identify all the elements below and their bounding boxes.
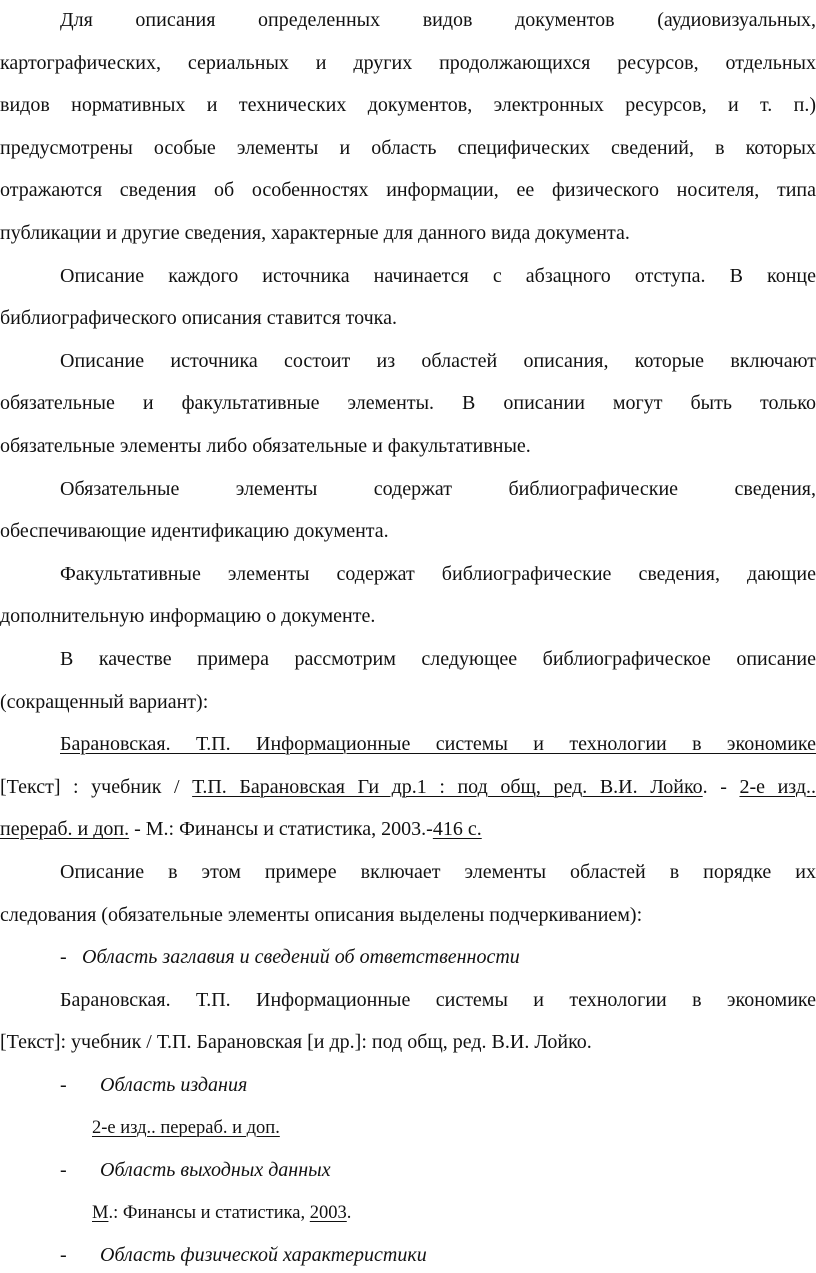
text-line: Описание в этом примере включает элементы областей в порядке их — [60, 861, 816, 883]
example-line-1: Барановская. Т.П. Информационные системы и технологии в экономике — [60, 733, 816, 756]
area-edition: - Область издания — [60, 1074, 248, 1096]
text-line: предусмотрены особые элементы и область специфических сведений, в которых — [0, 136, 816, 159]
example-line-3: перераб. и доп. - М.: Финансы и статистика, 2003.-416 с. — [0, 818, 482, 841]
text-line: отражаются сведения об особенностях информации, ее физического носителя, типа — [0, 179, 816, 202]
text-line: видов нормативных и технических документов, электронных ресурсов, и т. п.) — [0, 94, 816, 117]
text-line: обеспечивающие идентификацию документа. — [0, 520, 389, 543]
area-output: - Область выходных данных — [60, 1159, 331, 1182]
text-line: картографических, сериальных и других продолжающихся ресурсов, отдельных — [0, 51, 816, 74]
area-title-line-1: Барановская. Т.П. Информационные системы и технологии в экономике — [60, 988, 816, 1011]
text-line: библиографического описания ставится точка. — [0, 307, 397, 330]
text-line: В качестве примера рассмотрим следующее библиографическое описание — [60, 648, 816, 670]
text-line: следования (обязательные элементы описания выделены подчеркиванием): — [0, 903, 643, 926]
text-line: Описание источника состоит из областей описания, которые включают — [60, 349, 816, 372]
area-physical: - Область физической характеристики — [60, 1244, 427, 1267]
text-line: обязательные элементы либо обязательные и факультативные. — [0, 435, 531, 457]
text-line: Описание каждого источника начинается с абзацного отступа. В конце — [60, 264, 816, 287]
area-edition-value: 2-е изд.. перераб. и доп. — [92, 1117, 280, 1138]
text-line: обязательные и факультативные элементы. В описании могут быть только — [0, 392, 816, 415]
area-title-line-2: [Текст]: учебник / Т.П. Барановская [и др.]: под общ, ред. В.И. Лойко. — [0, 1031, 592, 1054]
text-line: Для описания определенных видов документов (аудиовизуальных, — [60, 9, 816, 31]
text-line: Обязательные элементы содержат библиографические сведения, — [60, 477, 816, 500]
area-output-value: М.: Финансы и статистика, 2003. — [92, 1202, 352, 1223]
example-line-2: [Текст] : учебник / Т.П. Барановская Ги др.1 : под общ, ред. В.И. Лойко. - 2-е изд.. — [0, 775, 816, 798]
text-line: публикации и другие сведения, характерные для данного вида документа. — [0, 222, 630, 244]
text-line: (сокращенный вариант): — [0, 690, 209, 713]
text-line: Факультативные элементы содержат библиографические сведения, дающие — [60, 562, 816, 585]
text-line: дополнительную информацию о документе. — [0, 605, 376, 628]
area-title: - Область заглавия и сведений об ответственности — [60, 946, 520, 969]
